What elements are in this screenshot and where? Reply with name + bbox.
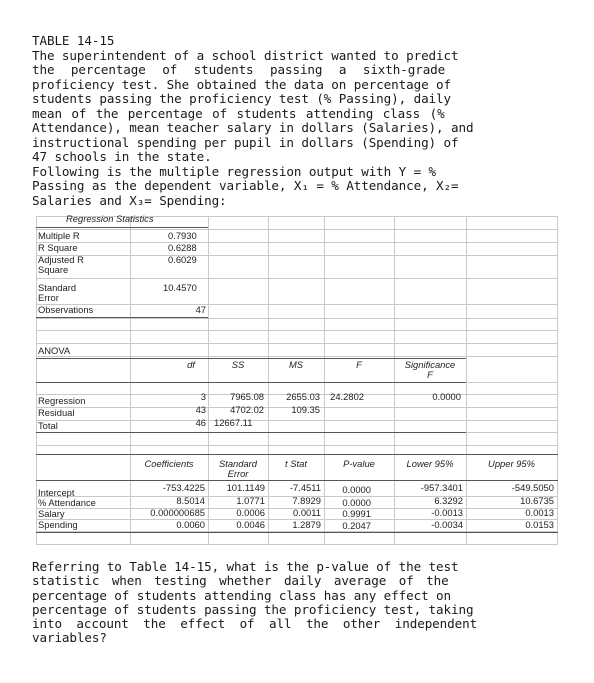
coef-upper-95: 0.0153 — [525, 519, 554, 530]
coef-lower-95: -0.0013 — [431, 507, 463, 518]
table-heading: TABLE 14-15 — [32, 33, 115, 48]
stat-label: Adjusted R — [38, 254, 84, 265]
coef-lower-95: -0.0034 — [431, 519, 463, 530]
coef-value: 8.5014 — [176, 495, 205, 506]
coef-p-value: 0.2047 — [342, 520, 371, 531]
intro-line: Following is the multiple regression output with Y = % — [32, 163, 437, 179]
question-line: variables? — [32, 630, 107, 646]
grid-line — [36, 356, 558, 357]
anova-header-significance-f: F — [427, 369, 433, 380]
regression-statistics-title: Regression Statistics — [66, 213, 154, 224]
grid-line — [36, 242, 558, 243]
coef-row-label: Intercept — [38, 487, 75, 498]
grid-line — [36, 544, 558, 545]
anova-row-label: Total — [38, 420, 58, 431]
grid-line — [36, 255, 558, 256]
rule — [36, 358, 466, 359]
anova-header-significance: Significance — [404, 359, 456, 370]
rule — [36, 317, 208, 318]
rule — [36, 480, 558, 481]
intro-line: Salaries and X₃= Spending: — [32, 192, 227, 208]
stat-value: 0.7930 — [168, 230, 197, 241]
grid-line — [36, 318, 558, 319]
coef-std-error: 101.1149 — [226, 482, 265, 493]
anova-significance: 0.0000 — [432, 391, 461, 402]
coef-std-error: 1.0771 — [236, 495, 265, 506]
intro-line: proficiency test. She obtained the data on percentage of — [32, 76, 451, 92]
intro-line: the percentage of students passing a sixth-grade — [32, 62, 446, 77]
stat-label-cont: Error — [38, 292, 59, 303]
anova-ss: 4702.02 — [230, 404, 264, 415]
question-text — [32, 560, 562, 646]
grid-line — [36, 278, 558, 279]
stat-value: 10.4570 — [163, 282, 197, 293]
grid-line — [36, 229, 558, 230]
coef-t-stat: -7.4511 — [289, 482, 321, 493]
grid-line — [36, 445, 558, 446]
stat-label: Observations — [38, 304, 94, 315]
question-line: percentage of students attending class has any effect on — [32, 587, 451, 603]
question-line: percentage of students passing the proficiency test, taking — [32, 601, 474, 617]
coef-t-stat: 1.2879 — [292, 519, 321, 530]
coef-header-upper-95: Upper 95% — [488, 458, 535, 469]
stat-value: 47 — [195, 304, 206, 315]
coef-upper-95: -549.5050 — [511, 482, 554, 493]
anova-ms: 2655.03 — [286, 391, 320, 402]
coef-header-error: Error — [227, 468, 249, 479]
coef-header-coefficients: Coefficients — [144, 458, 194, 469]
rule — [36, 454, 558, 455]
anova-ms: 109.35 — [291, 404, 320, 415]
stat-value: 0.6288 — [168, 242, 197, 253]
coef-t-stat: 0.0011 — [293, 507, 321, 518]
rule — [36, 532, 558, 533]
grid-line — [36, 420, 558, 421]
rule — [36, 382, 466, 383]
question-line: into account the effect of all the other independent — [32, 616, 478, 632]
anova-df: 43 — [195, 404, 206, 415]
coef-value: 0.0060 — [176, 519, 205, 530]
intro-line: Attendance), mean teacher salary in dollars (Salaries), and — [32, 120, 474, 135]
anova-row-label: Regression — [38, 395, 86, 406]
coef-p-value: 0.0000 — [342, 497, 371, 508]
coef-value: 0.000000685 — [150, 507, 205, 518]
intro-line: mean of the percentage of students attending class (% — [32, 105, 445, 121]
anova-ss: 7965.08 — [230, 391, 264, 402]
coef-row-label: Salary — [38, 508, 65, 519]
grid-line — [324, 216, 325, 545]
anova-header-df: df — [187, 359, 195, 370]
coef-std-error: 0.0046 — [236, 519, 265, 530]
coef-std-error: 0.0006 — [236, 507, 265, 518]
coef-p-value: 0.0000 — [342, 484, 371, 495]
rule — [36, 432, 466, 433]
coef-upper-95: 10.6735 — [520, 495, 554, 506]
coef-lower-95: -957.3401 — [420, 482, 463, 493]
anova-title: ANOVA — [38, 345, 71, 356]
question-line: Referring to Table 14-15, what is the p-value of the test — [32, 559, 459, 574]
stat-label: Multiple R — [38, 230, 80, 241]
anova-ss: 12667.11 — [214, 417, 253, 428]
stat-label: Standard — [38, 282, 77, 293]
anova-header-f: F — [356, 359, 362, 370]
stat-label: R Square — [38, 242, 78, 253]
coef-header-standard: Standard — [218, 458, 258, 469]
grid-line — [36, 216, 37, 545]
regression-output-table — [36, 213, 558, 546]
grid-line — [36, 304, 558, 305]
anova-header-ms: MS — [288, 359, 304, 370]
anova-f: 24.2802 — [330, 391, 364, 402]
grid-line — [557, 216, 558, 545]
question-line: statistic when testing whether daily average of the — [32, 573, 449, 589]
coef-header-lower-95: Lower 95% — [406, 458, 454, 469]
anova-df: 3 — [200, 391, 206, 402]
rule — [36, 227, 208, 228]
coef-lower-95: 6.3292 — [434, 495, 463, 506]
intro-line: Passing as the dependent variable, X₁ = % Attendance, X₂= — [32, 178, 459, 193]
coef-row-label: % Attendance — [38, 497, 96, 508]
intro-line: The superintendent of a school district wanted to predict — [32, 47, 459, 63]
intro-line: 47 schools in the state. — [32, 149, 212, 164]
coef-p-value: 0.9991 — [342, 508, 371, 519]
problem-text — [32, 34, 560, 208]
intro-line: instructional spending per pupil in dollars (Spending) of — [32, 134, 459, 150]
coef-header-t-stat: t Stat — [285, 458, 307, 469]
intro-line: students passing the proficiency test (% Passing), daily — [32, 91, 451, 106]
coef-value: -753.4225 — [162, 482, 205, 493]
stat-value: 0.6029 — [168, 254, 197, 265]
coef-header-p-value: P-value — [343, 458, 375, 469]
anova-df: 46 — [195, 417, 206, 428]
anova-header-ss: SS — [231, 359, 245, 370]
grid-line — [36, 330, 558, 331]
anova-row-label: Residual — [38, 407, 75, 418]
coef-t-stat: 7.8929 — [292, 495, 321, 506]
grid-line — [36, 343, 558, 344]
coef-upper-95: 0.0013 — [525, 507, 554, 518]
coef-row-label: Spending — [38, 519, 78, 530]
stat-label-cont: Square — [38, 264, 69, 275]
